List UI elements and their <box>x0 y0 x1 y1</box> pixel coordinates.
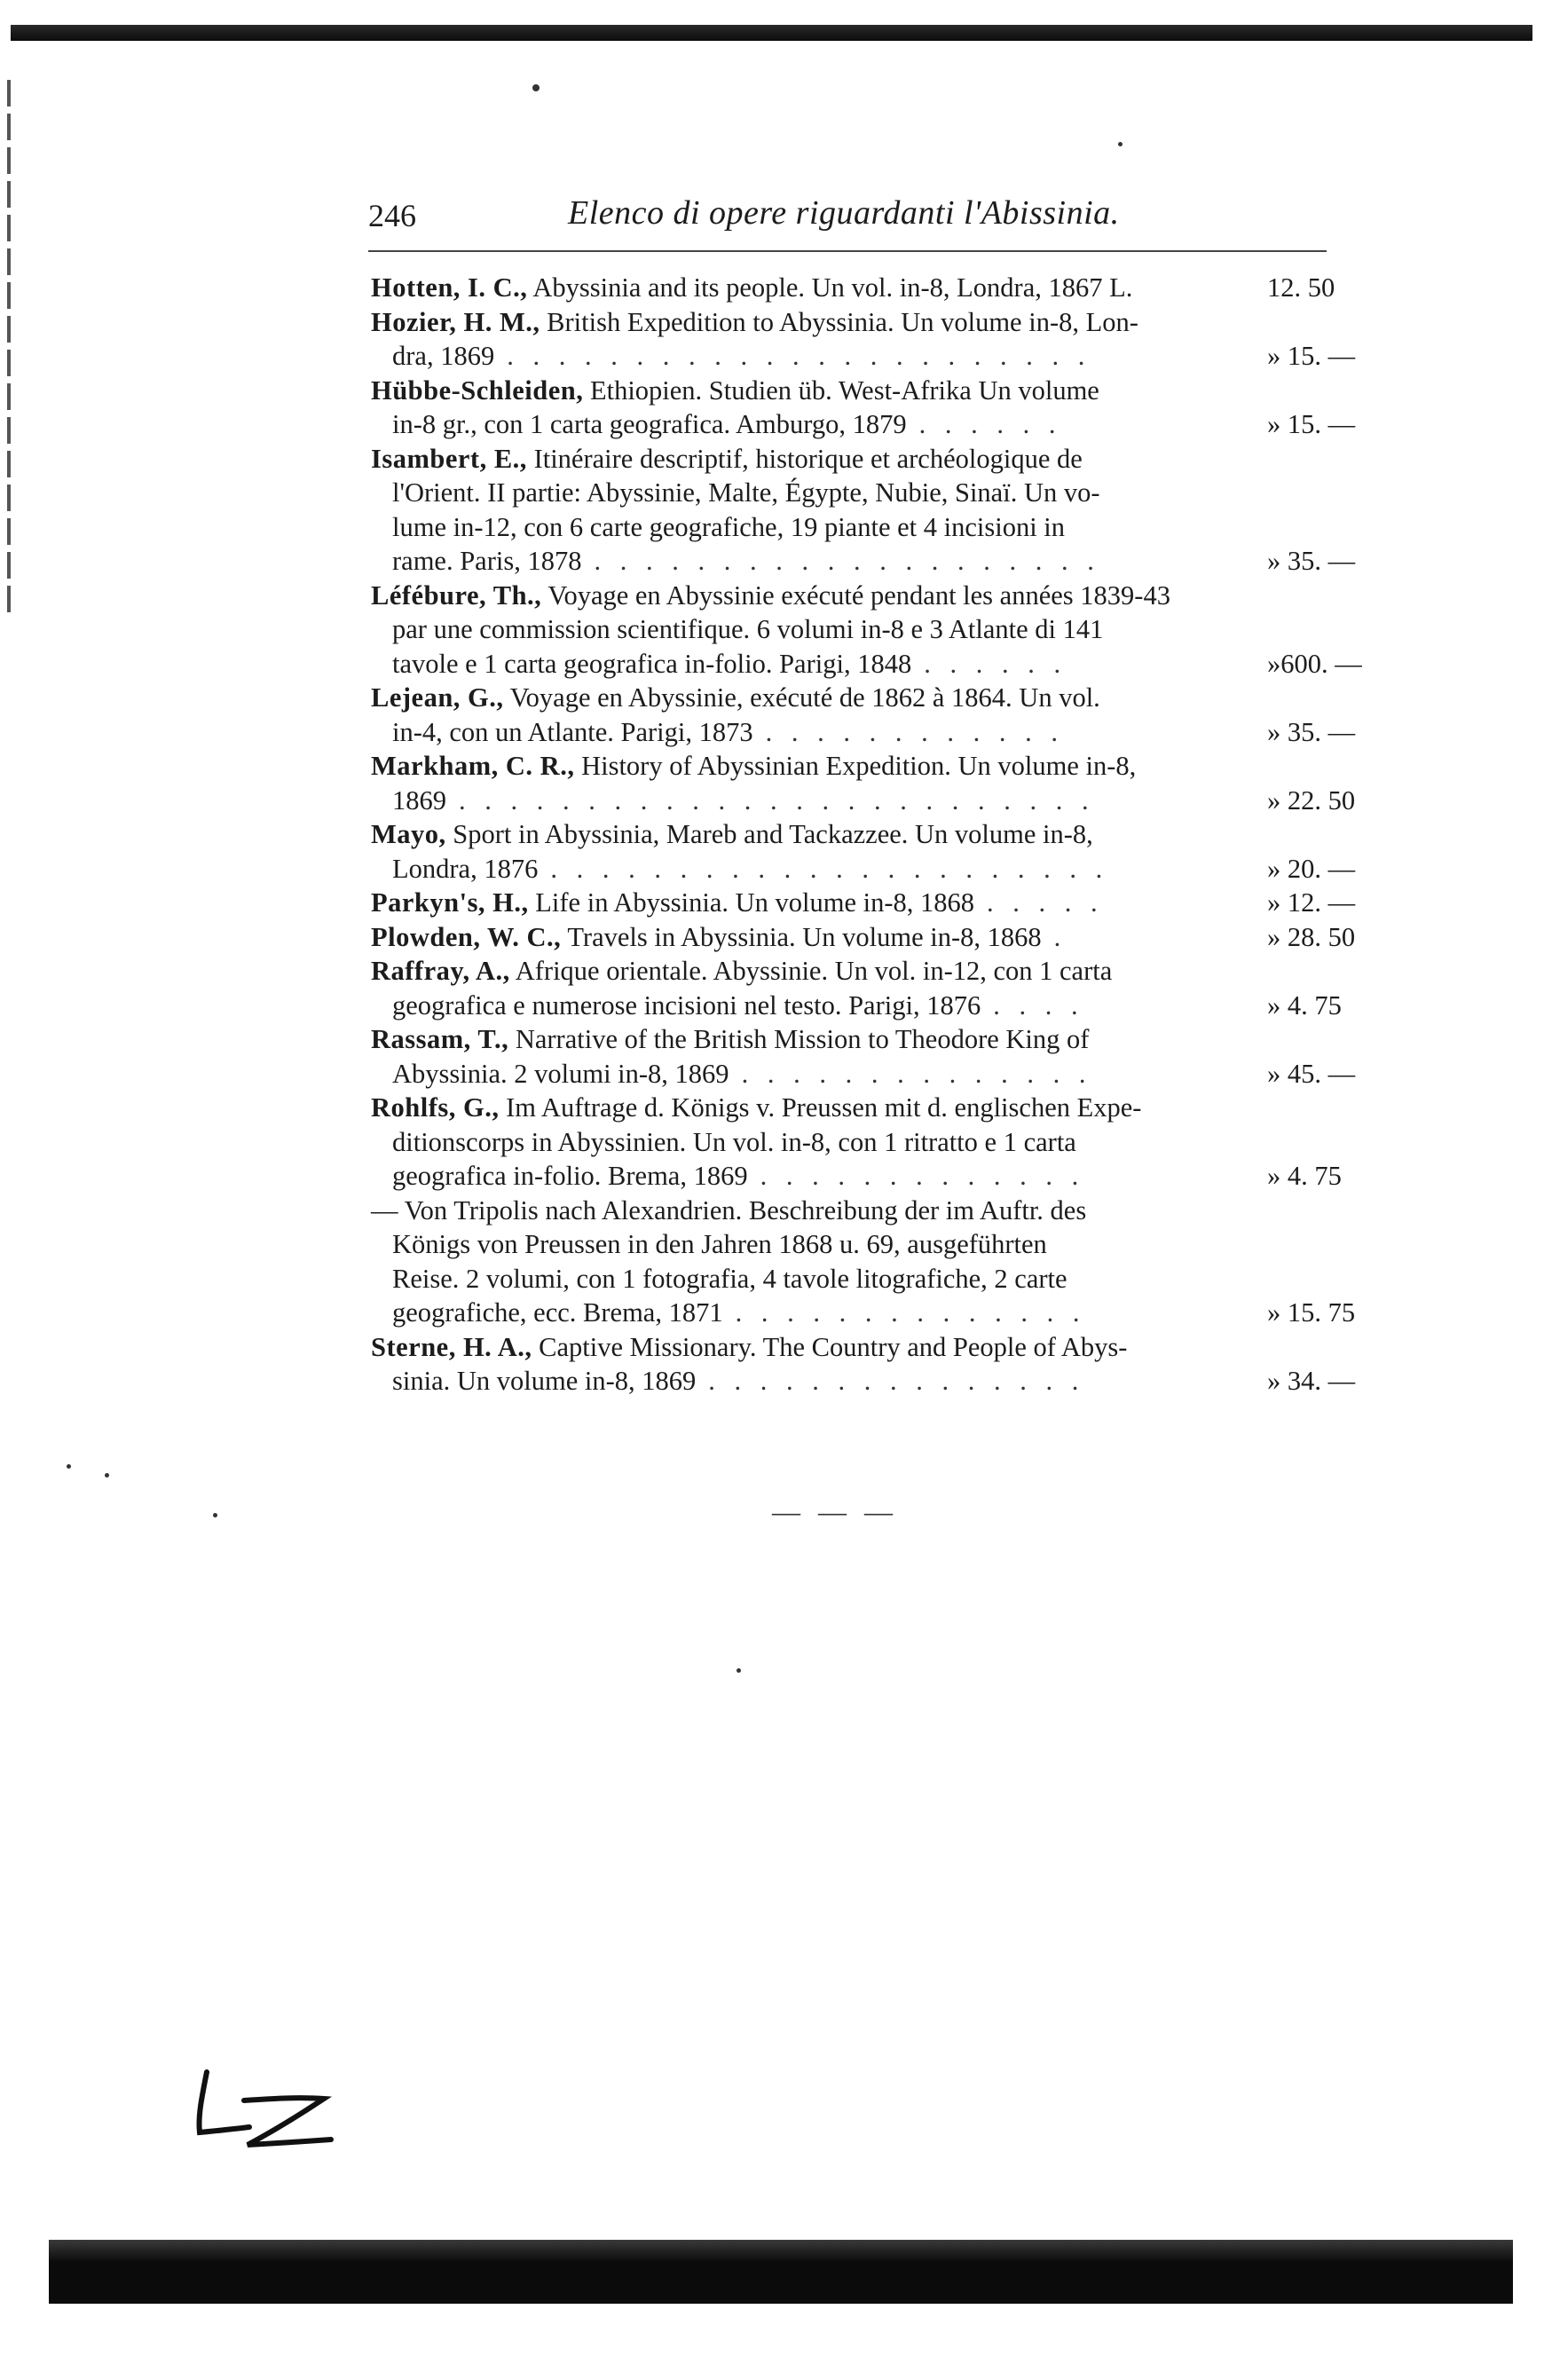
entry-text: History of Abyssinian Expedition. Un volume in-8, <box>574 751 1137 781</box>
entry-line <box>371 1125 1347 1160</box>
dot-leader: . . . . . . . . . . . . . . . . . . . . . . . <box>507 341 1091 371</box>
entry-price: » 45. — <box>1267 1058 1356 1089</box>
entry-text: Londra, 1876 <box>392 853 539 884</box>
entry-text: Afrique orientale. Abyssinie. Un vol. in-12, con 1 carta <box>509 956 1113 986</box>
dot-leader: . . . . . . . . . . . . . <box>760 1161 1085 1191</box>
entry-line <box>371 579 1347 613</box>
bibliography-entry <box>371 374 1356 442</box>
bibliography-entry <box>371 681 1356 749</box>
entry-text: Voyage en Abyssinie, exécuté de 1862 à 1864. Un vol. <box>503 682 1100 713</box>
entry-line <box>371 374 1347 408</box>
entry-text: l'Orient. II partie: Abyssinie, Malte, Égypte, Nubie, Sinaï. Un vo- <box>392 477 1100 508</box>
entry-line <box>371 1022 1347 1057</box>
entry-text: Voyage en Abyssinie exécuté pendant les années 1839-43 <box>541 579 1170 611</box>
entry-price: » 35. — <box>1267 716 1356 747</box>
entry-text: Life in Abyssinia. Un volume in-8, 1868 <box>528 887 975 918</box>
bibliography-entry <box>371 920 1356 955</box>
bibliography-entry <box>371 579 1362 682</box>
entry-line <box>371 989 1347 1023</box>
entry-text: Abyssinia. 2 volumi in-8, 1869 <box>392 1058 729 1089</box>
entry-line <box>371 612 1347 647</box>
entry-line <box>371 1296 1356 1330</box>
dot-leader: . . . . . . . . . . . . . . <box>741 1058 1092 1089</box>
print-speck <box>105 1473 109 1478</box>
entry-text: Königs von Preussen in den Jahren 1868 u. 69, ausgeführten <box>392 1229 1047 1259</box>
entry-line <box>371 681 1347 715</box>
entry-price: 12. 50 <box>1267 272 1335 303</box>
entry-text: Ethiopien. Studien üb. West-Afrika Un volume <box>583 374 1099 406</box>
entry-price: »600. — <box>1267 648 1362 679</box>
entry-line <box>371 339 1356 374</box>
entry-line <box>371 784 1356 818</box>
entry-text: Abyssinia and its people. Un vol. in-8, Londra, 1867 L. <box>527 272 1133 303</box>
entry-price: » 4. 75 <box>1267 1161 1342 1191</box>
entry-text: ditionscorps in Abyssinien. Un vol. in-8, con 1 ritratto e 1 carta <box>392 1126 1076 1157</box>
entry-author: Léfébure, Th., <box>371 579 542 611</box>
entry-text: — Von Tripolis nach Alexandrien. Beschreibung der im Auftr. des <box>371 1194 1087 1225</box>
entry-line <box>371 647 1362 682</box>
bibliography-list <box>371 271 1362 1399</box>
bibliography-entry <box>371 817 1356 886</box>
entry-author: Plowden, W. C., <box>371 921 562 952</box>
entry-author: Hozier, H. M., <box>371 306 540 337</box>
entry-text: in-8 gr., con 1 carta geografica. Amburgo, 1879 <box>392 409 907 439</box>
entry-text: par une commission scientifique. 6 volumi in-8 e 3 Atlante di 141 <box>392 614 1104 644</box>
dot-leader: . . . . . . <box>924 648 1067 679</box>
entry-line <box>371 544 1356 579</box>
bibliography-entry <box>371 305 1356 374</box>
top-border-rule <box>11 25 1532 41</box>
entry-price: » 28. 50 <box>1267 921 1356 952</box>
entry-text: Captive Missionary. The Country and People of Abys- <box>532 1331 1128 1362</box>
entry-text: Travels in Abyssinia. Un volume in-8, 1868 <box>561 921 1042 952</box>
entry-author: Rassam, T., <box>371 1024 509 1054</box>
entry-price: » 20. — <box>1267 853 1356 884</box>
entry-author: Hübbe-Schleiden, <box>371 374 584 406</box>
entry-author: Parkyn's, H., <box>371 887 529 918</box>
entry-author: Markham, C. R., <box>371 751 575 781</box>
binding-edge <box>7 80 11 612</box>
entry-line <box>371 954 1347 989</box>
entry-line <box>371 920 1356 955</box>
entry-author: Raffray, A., <box>371 956 510 986</box>
page-header <box>368 193 1176 247</box>
entry-text: Itinéraire descriptif, historique et archéologique de <box>526 443 1083 474</box>
dot-leader: . <box>1053 921 1067 952</box>
entry-text: geografica e numerose incisioni nel testo. Parigi, 1876 <box>392 989 981 1021</box>
entry-author: Isambert, E., <box>371 443 527 474</box>
entry-text: Sport in Abyssinia, Mareb and Tackazzee. Un volume in-8, <box>445 819 1093 849</box>
entry-price: » 34. — <box>1267 1366 1356 1396</box>
print-speck <box>213 1513 217 1517</box>
end-mark: — — — <box>772 1495 898 1527</box>
entry-line <box>371 886 1356 920</box>
handwritten-mark <box>182 2063 342 2152</box>
dot-leader: . . . . . . <box>918 409 1062 439</box>
dot-leader: . . . . . . . . . . . . . . . <box>708 1366 1085 1396</box>
entry-price: » 4. 75 <box>1267 989 1342 1021</box>
page-number: 246 <box>368 198 416 233</box>
entry-text: British Expedition to Abyssinia. Un volume in-8, Lon- <box>540 306 1138 337</box>
entry-price: » 22. 50 <box>1267 784 1356 816</box>
entry-line <box>371 476 1347 510</box>
entry-line <box>371 715 1356 750</box>
entry-text: tavole e 1 carta geografica in-folio. Parigi, 1848 <box>392 648 912 679</box>
dot-leader: . . . . . . . . . . . . . . . . . . . . <box>594 546 1100 576</box>
header-rule <box>368 250 1327 252</box>
entry-line <box>371 510 1347 545</box>
entry-line <box>371 1227 1347 1262</box>
entry-author: Sterne, H. A., <box>371 1331 532 1362</box>
dot-leader: . . . . . . . . . . . . . . . . . . . . . . . . . <box>459 784 1095 816</box>
bibliography-entry <box>371 954 1347 1022</box>
entry-line <box>371 1159 1347 1194</box>
entry-text: dra, 1869 <box>392 341 495 371</box>
bibliography-entry <box>371 1091 1347 1194</box>
bibliography-entry <box>371 886 1356 920</box>
bibliography-entry <box>371 442 1356 579</box>
entry-text: geografica in-folio. Brema, 1869 <box>392 1161 748 1191</box>
entry-text: sinia. Un volume in-8, 1869 <box>392 1366 697 1396</box>
print-speck <box>737 1668 741 1673</box>
entry-author: Mayo, <box>371 819 446 849</box>
dot-leader: . . . . . . . . . . . . . . <box>735 1297 1086 1328</box>
entry-price: » 15. — <box>1267 409 1356 439</box>
dot-leader: . . . . . . . . . . . . . . . . . . . . . . <box>550 853 1109 884</box>
entry-line <box>371 749 1347 784</box>
bibliography-entry <box>371 749 1356 817</box>
print-speck <box>1118 142 1123 146</box>
entry-price: » 35. — <box>1267 546 1356 576</box>
entry-author: Rohlfs, G., <box>371 1092 500 1123</box>
entry-line <box>371 1057 1356 1091</box>
entry-line <box>371 305 1347 340</box>
entry-author: Hotten, I. C., <box>371 272 528 303</box>
entry-text: Narrative of the British Mission to Theodore King of <box>508 1024 1090 1054</box>
bibliography-entry <box>371 271 1347 305</box>
entry-line <box>371 852 1356 887</box>
entry-line <box>371 442 1347 477</box>
entry-line <box>371 1091 1347 1125</box>
print-speck <box>532 84 540 91</box>
entry-price: » 15. 75 <box>1267 1297 1356 1328</box>
dot-leader: . . . . <box>993 989 1084 1021</box>
entry-text: rame. Paris, 1878 <box>392 546 582 576</box>
print-speck <box>67 1464 71 1469</box>
entry-line <box>371 1194 1347 1228</box>
bibliography-entry <box>371 1330 1356 1399</box>
entry-text: lume in-12, con 6 carte geografiche, 19 piante et 4 incisioni in <box>392 511 1066 542</box>
entry-text: in-4, con un Atlante. Parigi, 1873 <box>392 716 753 747</box>
entry-author: Lejean, G., <box>371 682 504 713</box>
entry-text: Reise. 2 volumi, con 1 fotografia, 4 tavole litografiche, 2 carte <box>392 1263 1067 1294</box>
bibliography-entry <box>371 1194 1356 1330</box>
dot-leader: . . . . . . . . . . . . <box>765 716 1064 747</box>
bibliography-entry <box>371 1022 1356 1091</box>
entry-line <box>371 407 1356 442</box>
dot-leader: . . . . . <box>987 887 1104 918</box>
entry-line <box>371 1330 1347 1365</box>
entry-line <box>371 271 1347 305</box>
entry-line <box>371 817 1347 852</box>
entry-text: 1869 <box>392 784 446 816</box>
entry-line <box>371 1364 1356 1399</box>
entry-line <box>371 1262 1347 1296</box>
entry-text: geografiche, ecc. Brema, 1871 <box>392 1297 723 1328</box>
entry-text: Im Auftrage d. Königs v. Preussen mit d. englischen Expe- <box>499 1092 1142 1123</box>
bottom-border-rule <box>49 2240 1513 2304</box>
entry-price: » 12. — <box>1267 887 1356 918</box>
running-head: Elenco di opere riguardanti l'Abissinia. <box>568 194 1120 232</box>
entry-price: » 15. — <box>1267 341 1356 371</box>
